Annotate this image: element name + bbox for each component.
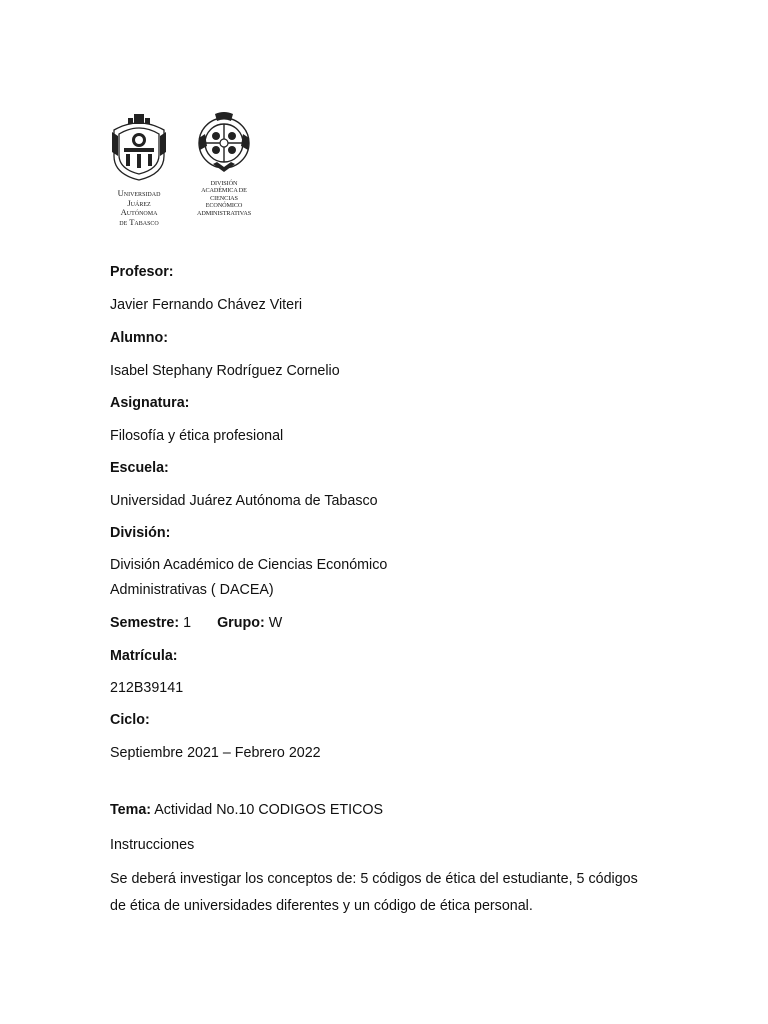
- division-value-line: División Académico de Ciencias Económico: [110, 557, 388, 573]
- profesor-label: Profesor:: [110, 264, 174, 280]
- profesor-value: Javier Fernando Chávez Viteri: [110, 297, 303, 313]
- escuela-value: Universidad Juárez Autónoma de Tabasco: [110, 493, 378, 509]
- alumno-label: Alumno:: [110, 330, 168, 346]
- ujat-logo-line: de Tabasco: [119, 216, 159, 227]
- semestre-value: 1: [183, 615, 192, 631]
- instructions-body: Se deberá investigar los conceptos de: 5 códigos de ética del estudiante, 5 códigos de ética de universidades diferentes y un código de ética personal.: [110, 871, 638, 914]
- ujat-logo-line: Juárez: [127, 197, 151, 208]
- matricula-label: Matrícula:: [110, 648, 178, 664]
- ujat-crest-icon: [110, 112, 168, 182]
- dacea-logo-line: ACADÉMICA DE: [201, 187, 247, 195]
- grupo-value: W: [268, 615, 283, 631]
- asignatura-value: Filosofía y ética profesional: [110, 428, 284, 444]
- dacea-logo-line: CIENCIAS: [210, 194, 238, 202]
- division-value-line: Administrativas ( DACEA): [110, 582, 274, 598]
- dacea-logo-line: ECONÓMICO: [205, 202, 243, 210]
- ciclo-value: Septiembre 2021 – Febrero 2022: [110, 745, 321, 761]
- escuela-label: Escuela:: [110, 460, 169, 476]
- tema-row: [110, 800, 383, 820]
- ciclo-label: Ciclo:: [110, 712, 150, 728]
- tema-value: Actividad No.10 CODIGOS ETICOS: [154, 802, 384, 818]
- tema-label: Tema:: [110, 802, 152, 818]
- dacea-crest-icon: [195, 112, 253, 174]
- semestre-grupo-row: [110, 613, 282, 633]
- dacea-logo: [184, 112, 264, 217]
- logos-header: [108, 112, 268, 230]
- grupo-label: Grupo:: [217, 615, 265, 631]
- dacea-logo-line: ADMINISTRATIVAS: [196, 209, 252, 217]
- matricula-value: 212B39141: [110, 680, 184, 696]
- ujat-logo-line: Universidad: [117, 188, 161, 198]
- dacea-logo-line: DIVISIÓN: [210, 180, 238, 187]
- ujat-logo-line: Autónoma: [120, 207, 158, 217]
- ujat-logo: [108, 112, 170, 227]
- alumno-value: Isabel Stephany Rodríguez Cornelio: [110, 363, 340, 379]
- semestre-label: Semestre:: [110, 615, 180, 631]
- instructions-heading: Instrucciones: [110, 837, 195, 853]
- asignatura-label: Asignatura:: [110, 395, 190, 411]
- division-label: División:: [110, 525, 171, 541]
